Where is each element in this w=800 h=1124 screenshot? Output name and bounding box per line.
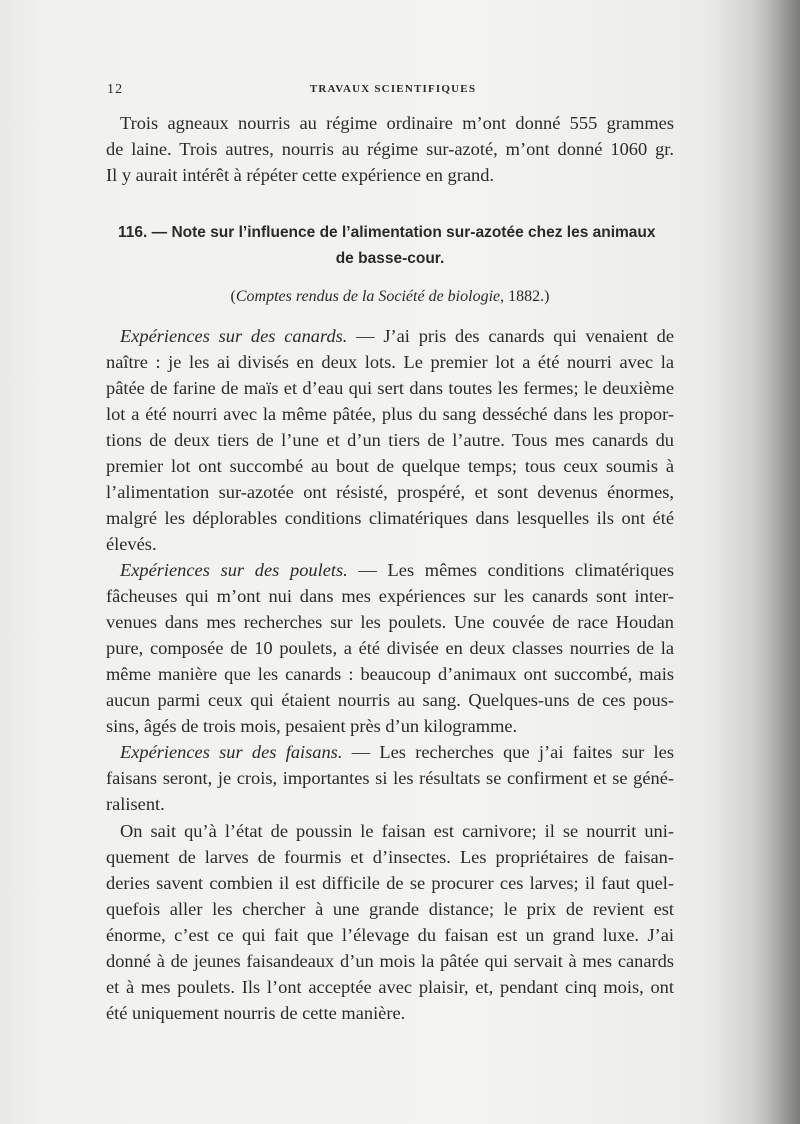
paragraph-line: pâtée de farine de maïs et d’eau qui sert dans toutes les fermes; le deuxième [106,378,674,398]
paragraph-line: pure, composée de 10 poulets, a été divisée en deux classes nourries de la [106,638,674,658]
source-year: , 1882.) [500,288,550,305]
paragraph-line: malgré les déplorables conditions climatériques dans lesquelles ils ont été [106,508,674,528]
page-edge-shadow [754,0,800,1124]
paragraph-line: été uniquement nourris de cette manière. [106,1003,406,1023]
page-header [107,82,679,102]
paragraph-line: quefois aller les chercher à une grande distance; le prix de revient est [106,899,674,919]
paragraph-line: On sait qu’à l’état de poussin le faisan est carnivore; il se nourrit uni- [120,821,674,841]
section-title-text: Note sur l’influence de l’alimentation sur-azotée chez les animaux [171,224,656,241]
paragraph-line: Expériences sur des canards. — J’ai pris des canards qui venaient de [120,326,674,346]
paragraph-line: fâcheuses qui m’ont nui dans mes expériences sur les canards sont inter- [106,586,674,606]
paragraph-line: même manière que les canards : beaucoup d’animaux ont succombé, mais [106,664,674,684]
running-head: TRAVAUX SCIENTIFIQUES [309,83,477,95]
intro-line: Trois agneaux nourris au régime ordinaire m’ont donné 555 grammes [120,113,674,133]
paragraph-line: Expériences sur des faisans. — Les recherches que j’ai faites sur les [120,742,674,762]
paragraph-line: l’alimentation sur-azotée ont résisté, prospéré, et sont devenus énormes, [106,482,674,502]
page-number: 1 2 [107,82,123,97]
section-title-continuation: de basse-cour. [335,250,445,267]
section-number: 116. [118,224,148,241]
paragraph-line: lot a été nourri avec la même pâtée, plus du sang desséché dans les propor- [106,404,674,424]
paragraph-line: naître : je les ai divisés en deux lots. Le premier lot a été nourri avec la [106,352,674,372]
paragraph-line: Expériences sur des poulets. — Les mêmes conditions climatériques [120,560,674,580]
paragraph-line: et à mes poulets. Ils l’ont acceptée avec plaisir, et, pendant cinq mois, ont [106,977,674,997]
paragraph-line: sins, âgés de trois mois, pesaient près d’un kilogramme. [106,716,518,736]
intro-line: Il y aurait intérêt à répéter cette expérience en grand. [106,165,495,185]
paragraph-line: élevés. [106,534,157,554]
source-open: ( [230,288,236,305]
source-citation [106,284,674,310]
paragraph-line: ralisent. [106,794,165,814]
paragraph-line: venues dans mes recherches sur les poulets. Une couvée de race Houdan [106,612,674,632]
paragraph-line: tions de deux tiers de l’une et d’un tiers de l’autre. Tous mes canards du [106,430,674,450]
section-dash: — [151,224,168,241]
paragraph-line: donné à de jeunes faisandeaux d’un mois la pâtée qui servait à mes canards [106,951,674,971]
paragraph-heading: Expériences sur des canards. [120,326,348,346]
paragraph-line: premier lot ont succombé au bout de quelque temps; tous ceux soumis à [106,456,674,476]
intro-line: de laine. Trois autres, nourris au régime sur-azoté, m’ont donné 1060 gr. [106,139,674,159]
paragraph-line: aucun parmi ceux qui étaient nourris au sang. Quelques-uns de ces pous- [106,690,674,710]
paragraph-line: deries savent combien il est difficile de se procurer ces larves; il faut quel- [106,873,674,893]
paragraph-line: faisans seront, je crois, importantes si les résultats se confirment et se géné- [106,768,674,788]
paragraph-line: énorme, c’est ce qui fait que l’élevage du faisan est un grand luxe. J’ai [106,925,674,945]
source-title: Comptes rendus de la Société de biologie [235,288,501,305]
section-title [118,220,674,246]
paragraph-heading: Expériences sur des faisans. [120,742,343,762]
paragraph-line: quement de larves de fourmis et d’insectes. Les propriétaires de faisan- [106,847,674,867]
paragraph-heading: Expériences sur des poulets. [120,560,348,580]
